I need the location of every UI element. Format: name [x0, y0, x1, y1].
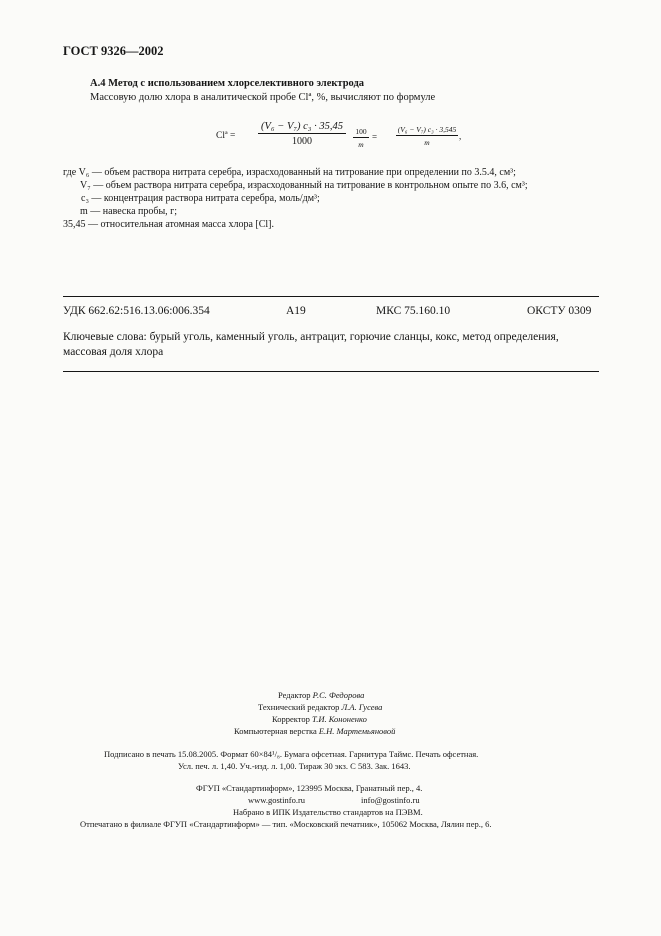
formula-denominator: m	[424, 138, 430, 147]
fraction-bar	[258, 133, 346, 134]
signed-to-print: Подписано в печать 15.08.2005. Формат 60×84¹/₈. Бумага офсетная. Гарнитура Таймс. Печать офсетная.	[104, 749, 479, 759]
chlorine-formula	[216, 121, 462, 155]
formula-lhs: Clª =	[216, 131, 236, 141]
formula-equals: =	[372, 132, 378, 142]
tech-editor-line	[258, 702, 382, 712]
udk-code: УДК 662.62:516.13.06:006.354	[63, 305, 210, 317]
publisher-website: www.gostinfo.ru	[248, 795, 306, 805]
divider-bottom	[63, 371, 599, 372]
print-sheets: Усл. печ. л. 1,40. Уч.-изд. л. 1,00. Тираж 30 экз. С 583. Зак. 1643.	[178, 761, 411, 771]
section-heading: А.4 Метод с использованием хлорселективного электрода	[90, 78, 365, 89]
fraction-bar	[353, 137, 369, 138]
layout-line	[234, 726, 395, 736]
where-v6: где V₆ — объем раствора нитрата серебра, израсходованный на титрование при определении по 3.5.4, см³;	[63, 167, 516, 178]
intro-text: Массовую долю хлора в аналитической пробе Clª, %, вычисляют по формуле	[90, 92, 436, 103]
corrector-label: Корректор	[272, 714, 310, 724]
document-code: ГОСТ 9326—2002	[63, 44, 164, 58]
formula-comma: ,	[459, 131, 462, 141]
editor-label: Редактор	[278, 690, 311, 700]
where-c3: c₃ — концентрация раствора нитрата серебра, моль/дм³;	[81, 193, 320, 204]
corrector-line	[272, 714, 367, 724]
formula-fraction-percent	[353, 127, 369, 149]
editor-name: Р.С. Федорова	[312, 690, 365, 700]
tech-editor-label: Технический редактор	[258, 702, 340, 712]
okstu-code: ОКСТУ 0309	[527, 305, 592, 317]
formula-fraction-result	[396, 125, 458, 147]
formula-denominator: 1000	[292, 136, 312, 147]
formula-numerator: (V₆ − V₇) c₃ · 35,45	[261, 121, 343, 132]
editor-line	[278, 690, 364, 700]
divider-top	[63, 296, 599, 297]
formula-fraction-main	[258, 121, 346, 147]
typeset-note: Набрано в ИПК Издательство стандартов на ПЭВМ.	[233, 807, 423, 817]
layout-label: Компьютерная верстка	[234, 726, 317, 736]
where-m: m — навеска пробы, г;	[80, 206, 178, 217]
where-v7: V₇ — объем раствора нитрата серебра, израсходованный на титрование в контрольном опыте по 3.6, см³;	[80, 180, 528, 191]
corrector-name: Т.И. Кононенко	[312, 714, 367, 724]
mks-code: МКС 75.160.10	[376, 305, 451, 317]
publisher-address: ФГУП «Стандартинформ», 123995 Москва, Гранатный пер., 4.	[196, 783, 423, 793]
fraction-bar	[396, 135, 458, 136]
formula-numerator: (V₆ − V₇) c₃ · 3,545	[397, 125, 457, 134]
formula-numerator: 100	[355, 127, 367, 136]
formula-denominator: m	[358, 140, 364, 149]
layout-name: Е.Н. Мартемьяновой	[318, 726, 396, 736]
where-atomic-mass: 35,45 — относительная атомная масса хлора [Cl].	[63, 219, 274, 230]
tech-editor-name: Л.А. Гусева	[341, 702, 383, 712]
group-code: А19	[286, 305, 306, 317]
publisher-email: info@gostinfo.ru	[361, 795, 420, 805]
printing-house: Отпечатано в филиале ФГУП «Стандартинформ» — тип. «Московский печатник», 105062 Москва, Лялин пер., 6.	[80, 819, 492, 829]
keywords: Ключевые слова: бурый уголь, каменный уголь, антрацит, горючие сланцы, кокс, метод определения, массовая доля хлора	[63, 331, 559, 358]
